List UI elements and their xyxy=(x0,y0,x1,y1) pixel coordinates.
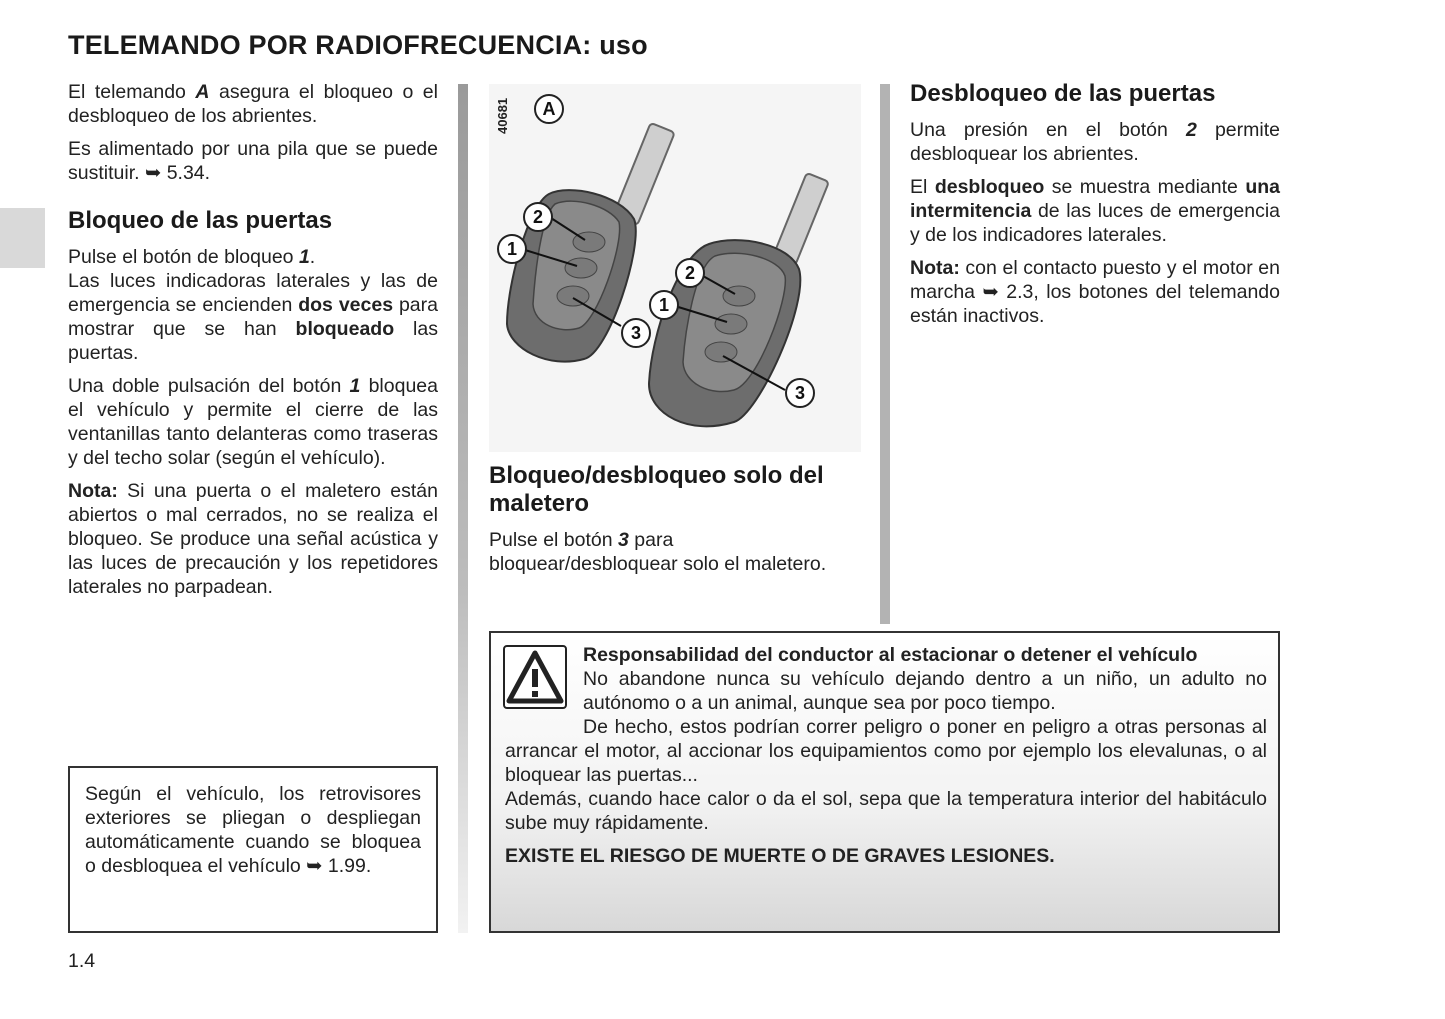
column-divider-right xyxy=(880,84,890,624)
double-press-paragraph: Una doble pulsación del botón 1 bloquea el vehículo y permite el cierre de las ventanillas tanto delanteras como traseras y del techo solar (según el vehículo). xyxy=(68,375,438,469)
callout-2-back: 2 xyxy=(675,258,705,288)
warning-p1: No abandone nunca su vehículo dejando dentro a un niño, un adulto no autónomo o a un animal, aunque sea por poco tiempo. xyxy=(583,668,1267,714)
column-middle xyxy=(489,462,859,585)
remote-key-figure xyxy=(489,84,861,452)
chapter-tab xyxy=(0,208,45,268)
unlock-note: Nota: con el contacto puesto y el motor en marcha ➥ 2.3, los botones del telemando están inactivos. xyxy=(910,257,1280,327)
callout-3-front: 3 xyxy=(621,318,651,348)
column-divider-left xyxy=(458,84,468,933)
column-left xyxy=(68,80,438,608)
lock-note: Nota: Si una puerta o el maletero están abiertos o mal cerrados, no se realiza el bloqueo. Se produce una señal acústica y las luces de precaución y los repetidores laterales no parpadean. xyxy=(68,480,438,598)
warning-p3: Además, cuando hace calor o da el sol, sepa que la temperatura interior del habitáculo sube muy rápidamente. xyxy=(505,788,1267,834)
lock-heading: Bloqueo de las puertas xyxy=(68,207,333,234)
unlock-heading: Desbloqueo de las puertas xyxy=(910,80,1216,107)
warning-box xyxy=(489,631,1280,933)
column-right xyxy=(910,80,1280,337)
mirror-info-box: Según el vehículo, los retrovisores exteriores se pliegan o despliegan automáticamente cuando se bloquea o desbloquea el vehículo ➥ 1.99. xyxy=(68,766,438,933)
trunk-paragraph: Pulse el botón 3 para bloquear/desbloquear solo el maletero. xyxy=(489,529,827,575)
figure-code: 40681 xyxy=(495,97,510,134)
trunk-heading: Bloqueo/desbloqueo solo del maletero xyxy=(489,462,824,517)
unlock-paragraph: Una presión en el botón 2 permite desbloquear los abrientes. xyxy=(910,119,1280,165)
callout-1-back: 1 xyxy=(649,290,679,320)
unlock-signal-paragraph: El desbloqueo se muestra mediante una intermitencia de las luces de emergencia y de los indicadores laterales. xyxy=(910,176,1280,246)
callout-2-front: 2 xyxy=(523,202,553,232)
callout-1-front: 1 xyxy=(497,234,527,264)
page-title: TELEMANDO POR RADIOFRECUENCIA: uso xyxy=(68,30,648,60)
page-number: 1.4 xyxy=(68,950,96,972)
warning-risk: EXISTE EL RIESGO DE MUERTE O DE GRAVES LESIONES. xyxy=(505,845,1055,867)
intro-paragraph: El telemando A asegura el bloqueo o el desbloqueo de los abrientes. xyxy=(68,81,438,127)
lock-paragraph: Pulse el botón de bloqueo 1. Las luces indicadoras laterales y las de emergencia se encienden dos veces para mostrar que se han bloqueado las puertas. xyxy=(68,246,438,364)
warning-title: Responsabilidad del conductor al estacionar o detener el vehículo xyxy=(583,644,1198,666)
figure-label: A xyxy=(534,94,564,124)
warning-p2: De hecho, estos podrían correr peligro o poner en peligro a otras personas al arrancar el motor, al accionar los equipamientos como por ejemplo los elevalunas, o al bloquear las puertas... xyxy=(505,716,1267,786)
battery-paragraph: Es alimentado por una pila que se puede sustituir. ➥ 5.34. xyxy=(68,138,438,184)
callout-3-back: 3 xyxy=(785,378,815,408)
warning-text xyxy=(505,643,1267,868)
